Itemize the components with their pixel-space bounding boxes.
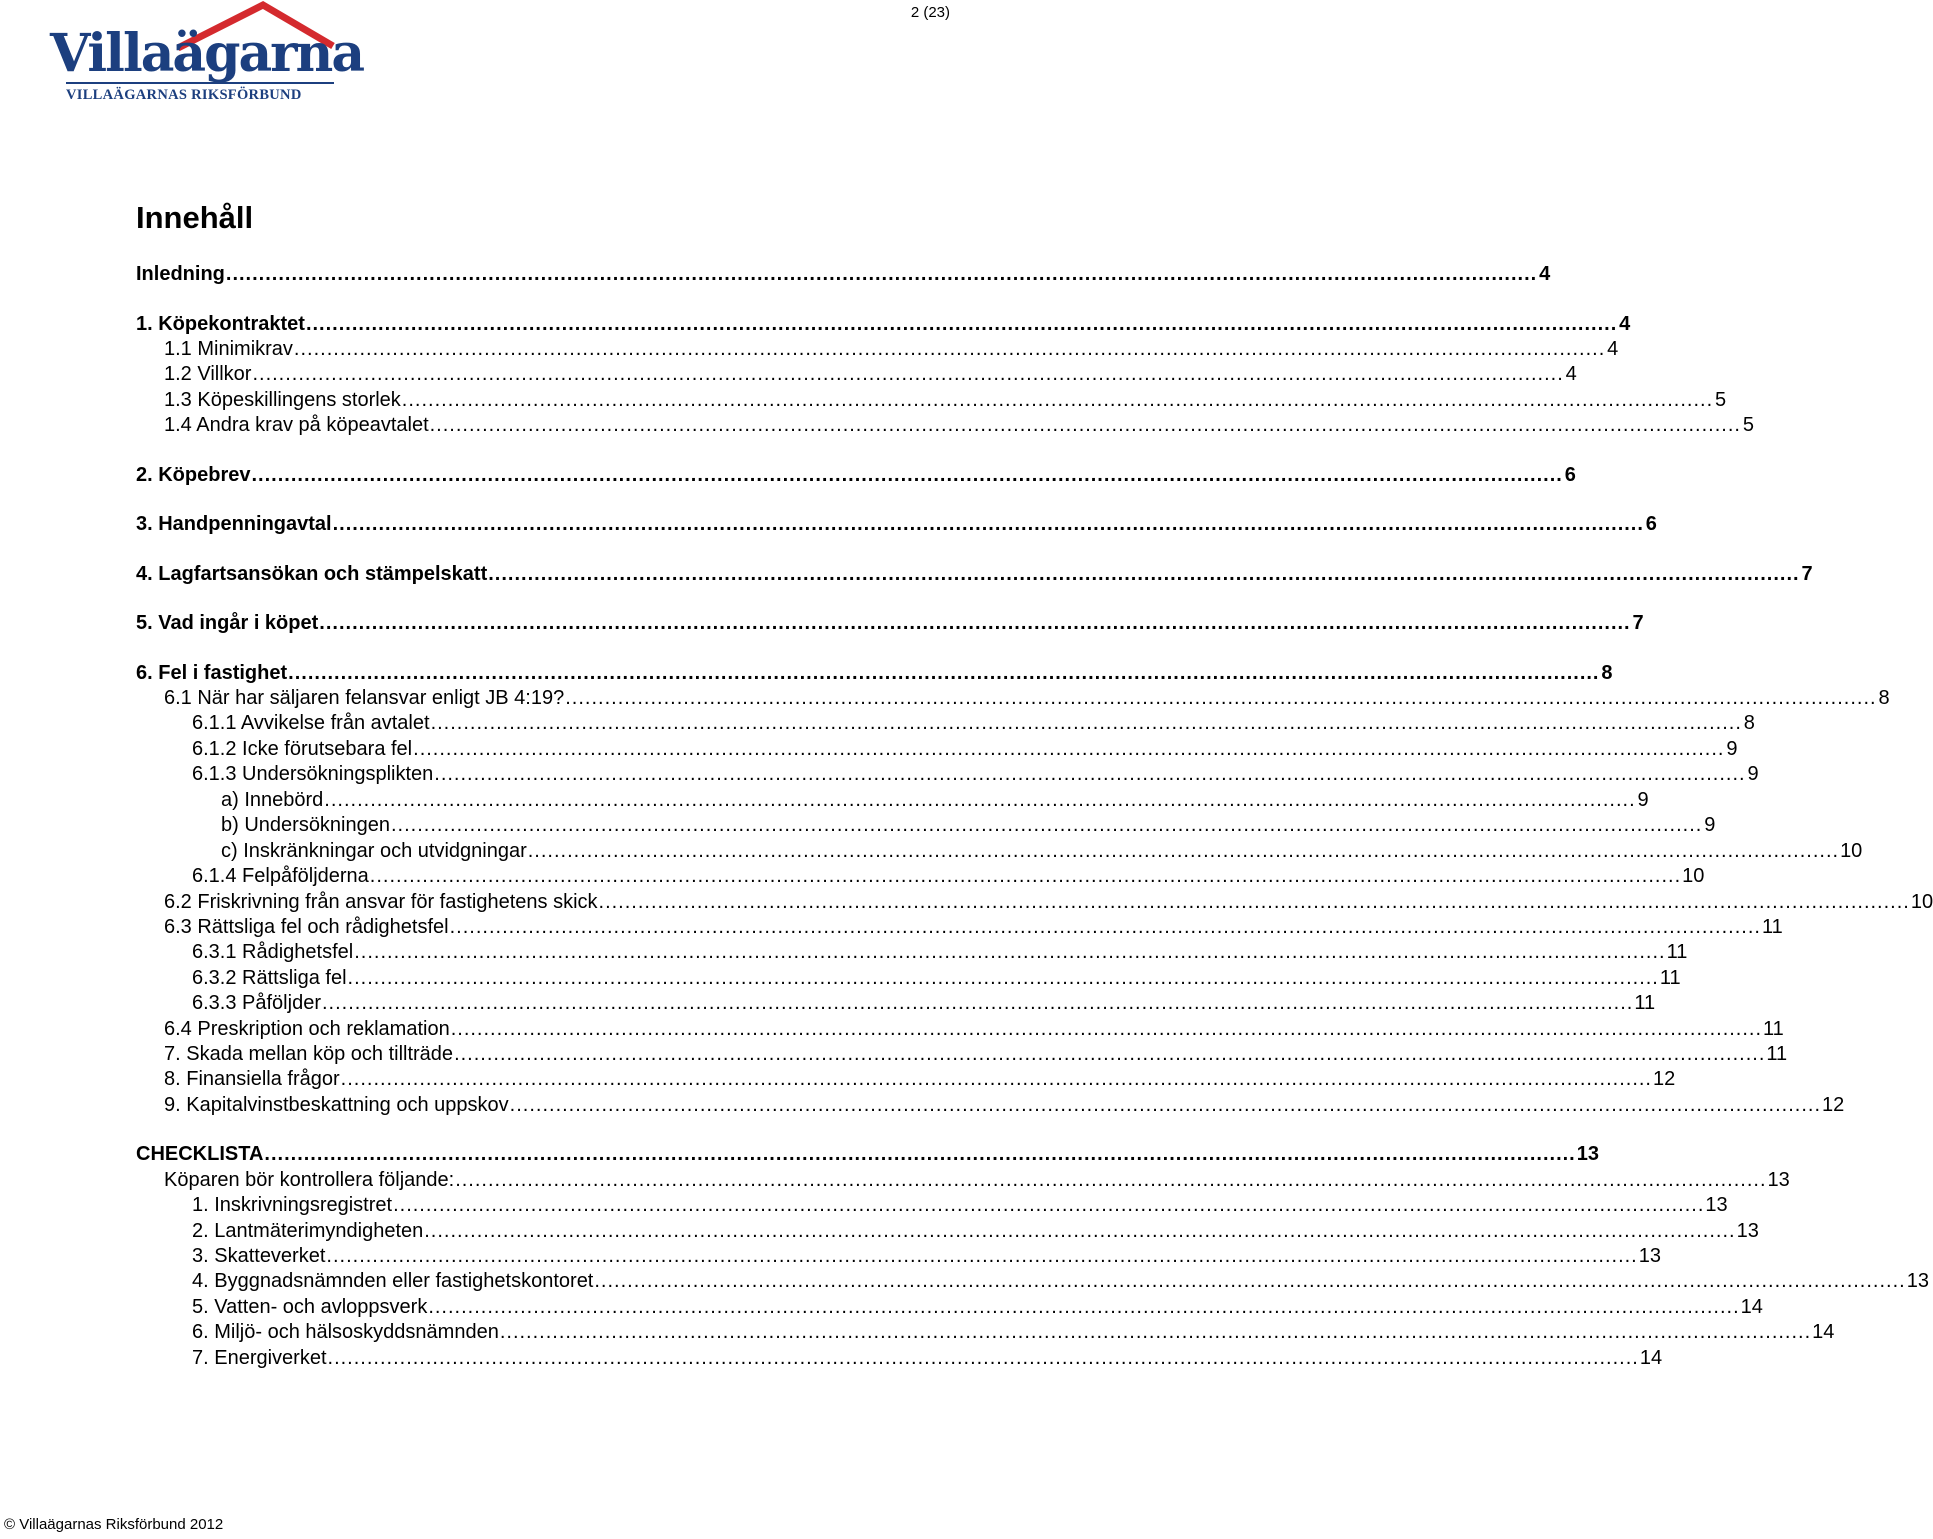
toc-entry-label: 3. Skatteverket bbox=[192, 1245, 326, 1267]
toc-entry-page: 7 bbox=[1801, 563, 1813, 585]
toc-entry-label: c) Inskränkningar och utvidgningar bbox=[221, 840, 527, 862]
toc-entry[interactable] bbox=[192, 710, 1755, 736]
toc-entry-label: 2. Köpebrev bbox=[136, 464, 251, 486]
toc-entry[interactable] bbox=[164, 685, 1890, 711]
toc-entry-label: 6.1.2 Icke förutsebara fel bbox=[192, 738, 413, 760]
toc-entry-page: 8 bbox=[1743, 712, 1755, 734]
toc-entry-page: 13 bbox=[1906, 1270, 1929, 1292]
toc-entry[interactable] bbox=[164, 914, 1783, 940]
toc-entry[interactable] bbox=[221, 838, 1863, 864]
page-number: 2 (23) bbox=[910, 4, 950, 21]
toc-leader-dots: ........................................................................................................................................................................................................ bbox=[327, 1347, 1639, 1369]
toc-entry-page: 6 bbox=[1645, 513, 1657, 535]
toc-leader-dots: ........................................................................................................................................................................................................ bbox=[594, 1270, 1906, 1292]
toc-entry[interactable] bbox=[136, 462, 1576, 488]
toc-entry-page: 8 bbox=[1601, 662, 1613, 684]
toc-entry-label: 7. Skada mellan köp och tillträde bbox=[164, 1043, 454, 1065]
toc-entry-label: 1. Inskrivningsregistret bbox=[192, 1194, 393, 1216]
toc-leader-dots: ........................................................................................................................................................................................................ bbox=[434, 763, 1746, 785]
toc-entry-page: 10 bbox=[1840, 840, 1863, 862]
toc-entry-page: 10 bbox=[1910, 891, 1933, 913]
toc-entry-label: 4. Lagfartsansökan och stämpelskatt bbox=[136, 563, 488, 585]
toc-entry-label: 6.2 Friskrivning från ansvar för fastighetens skick bbox=[164, 891, 598, 913]
toc-leader-dots: ........................................................................................................................................................................................................ bbox=[369, 865, 1682, 887]
toc-entry-page: 12 bbox=[1652, 1068, 1676, 1090]
toc-leader-dots: ........................................................................................................................................................................................................ bbox=[225, 263, 1538, 285]
toc-entry-page: 11 bbox=[1766, 1043, 1788, 1065]
toc-entry[interactable] bbox=[164, 889, 1933, 915]
toc-entry[interactable] bbox=[192, 1319, 1835, 1345]
toc-entry-label: 6. Fel i fastighet bbox=[136, 662, 288, 684]
toc-entry[interactable] bbox=[136, 610, 1644, 636]
toc-entry-page: 11 bbox=[1763, 1018, 1784, 1040]
toc-entry[interactable] bbox=[164, 336, 1619, 362]
toc-entry-label: 1.3 Köpeskillingens storlek bbox=[164, 389, 401, 411]
toc-entry-label: Inledning bbox=[136, 263, 225, 285]
toc-leader-dots: ........................................................................................................................................................................................................ bbox=[499, 1321, 1812, 1343]
toc-entry[interactable] bbox=[164, 1066, 1676, 1092]
toc-entry-page: 4 bbox=[1565, 363, 1577, 385]
toc-leader-dots: ........................................................................................................................................................................................................ bbox=[293, 338, 1606, 360]
toc-entry-label: 9. Kapitalvinstbeskattning och uppskov bbox=[164, 1094, 509, 1116]
toc-entry-label: 2. Lantmäterimyndigheten bbox=[192, 1220, 424, 1242]
toc-leader-dots: ........................................................................................................................................................................................................ bbox=[430, 712, 1742, 734]
toc-entry-label: 6.1.3 Undersökningsplikten bbox=[192, 763, 434, 785]
toc-entry[interactable] bbox=[136, 311, 1631, 337]
toc-entry[interactable] bbox=[164, 1016, 1784, 1042]
toc-entry-page: 10 bbox=[1682, 865, 1705, 887]
toc-entry-page: 6 bbox=[1564, 464, 1576, 486]
toc-entry[interactable] bbox=[192, 1218, 1759, 1244]
toc-entry[interactable] bbox=[221, 787, 1649, 813]
toc-entry-page: 11 bbox=[1666, 941, 1688, 963]
toc-leader-dots: ........................................................................................................................................................................................................ bbox=[450, 1018, 1763, 1040]
toc-entry-label: 6.1.1 Avvikelse från avtalet bbox=[192, 712, 430, 734]
toc-leader-dots: ........................................................................................................................................................................................................ bbox=[332, 513, 1644, 535]
toc-entry-label: 4. Byggnadsnämnden eller fastighetskontoret bbox=[192, 1270, 594, 1292]
logo-subtitle: VILLAÄGARNAS RIKSFÖRBUND bbox=[66, 87, 302, 103]
toc-leader-dots: ........................................................................................................................................................................................................ bbox=[455, 1169, 1767, 1191]
toc-entry[interactable] bbox=[164, 1167, 1790, 1193]
toc-entry-label: 6.3.1 Rådighetsfel bbox=[192, 941, 354, 963]
toc-leader-dots: ........................................................................................................................................................................................................ bbox=[391, 814, 1703, 836]
toc-entry[interactable] bbox=[192, 965, 1681, 991]
toc-leader-dots: ........................................................................................................................................................................................................ bbox=[424, 1220, 1736, 1242]
toc-entry-page: 9 bbox=[1747, 763, 1759, 785]
toc-entry-page: 14 bbox=[1639, 1347, 1663, 1369]
toc-entry-label: 7. Energiverket bbox=[192, 1347, 327, 1369]
footer-copyright: © Villaägarnas Riksförbund 2012 bbox=[4, 1516, 224, 1533]
toc-leader-dots: ........................................................................................................................................................................................................ bbox=[252, 363, 1564, 385]
toc-entry-label: 6.1.4 Felpåföljderna bbox=[192, 865, 369, 887]
toc-leader-dots: ........................................................................................................................................................................................................ bbox=[454, 1043, 1766, 1065]
toc-entry-label: b) Undersökningen bbox=[221, 814, 390, 836]
toc-entry[interactable] bbox=[164, 412, 1754, 438]
toc-entry-label: 6.3.2 Rättsliga fel bbox=[192, 967, 347, 989]
toc-entry-page: 9 bbox=[1704, 814, 1716, 836]
toc-leader-dots: ........................................................................................................................................................................................................ bbox=[319, 612, 1631, 634]
toc-entry-label: 6. Miljö- och hälsoskyddsnämnden bbox=[192, 1321, 499, 1343]
toc-leader-dots: ........................................................................................................................................................................................................ bbox=[288, 662, 1600, 684]
toc-entry-page: 13 bbox=[1638, 1245, 1661, 1267]
toc-entry[interactable] bbox=[136, 561, 1813, 587]
toc-entry-page: 9 bbox=[1726, 738, 1738, 760]
toc-entry-page: 14 bbox=[1812, 1321, 1835, 1343]
toc-entry[interactable] bbox=[136, 1141, 1599, 1167]
toc-entry[interactable] bbox=[192, 990, 1656, 1016]
toc-leader-dots: ........................................................................................................................................................................................................ bbox=[413, 738, 1725, 760]
toc-entry-page: 13 bbox=[1767, 1169, 1790, 1191]
toc-entry[interactable] bbox=[192, 761, 1759, 787]
toc-leader-dots: ........................................................................................................................................................................................................ bbox=[401, 389, 1714, 411]
toc-leader-dots: ........................................................................................................................................................................................................ bbox=[251, 464, 1563, 486]
toc-leader-dots: ........................................................................................................................................................................................................ bbox=[598, 891, 1910, 913]
toc-leader-dots: ........................................................................................................................................................................................................ bbox=[264, 1143, 1576, 1165]
toc-leader-dots: ........................................................................................................................................................................................................ bbox=[347, 967, 1659, 989]
villaagarna-logo bbox=[50, 0, 364, 110]
toc-leader-dots: ........................................................................................................................................................................................................ bbox=[565, 687, 1877, 709]
toc-title: Innehåll bbox=[136, 200, 254, 235]
toc-entry[interactable] bbox=[164, 1092, 1845, 1118]
toc-leader-dots: ........................................................................................................................................................................................................ bbox=[324, 789, 1636, 811]
toc-entry-label: 1.4 Andra krav på köpeavtalet bbox=[164, 414, 429, 436]
toc-entry[interactable] bbox=[192, 863, 1705, 889]
toc-entry-page: 8 bbox=[1878, 687, 1890, 709]
toc-entry[interactable] bbox=[192, 1345, 1663, 1371]
toc-entry[interactable] bbox=[192, 1268, 1929, 1294]
toc-leader-dots: ........................................................................................................................................................................................................ bbox=[321, 992, 1634, 1014]
toc-leader-dots: ........................................................................................................................................................................................................ bbox=[305, 313, 1618, 335]
toc-entry-label: a) Innebörd bbox=[221, 789, 324, 811]
toc-entry-label: 1. Köpekontraktet bbox=[136, 313, 305, 335]
toc-entry-page: 14 bbox=[1740, 1296, 1763, 1318]
toc-entry-page: 4 bbox=[1539, 263, 1551, 285]
toc-leader-dots: ........................................................................................................................................................................................................ bbox=[527, 840, 1840, 862]
toc-entry[interactable] bbox=[136, 511, 1657, 537]
toc-entry-page: 9 bbox=[1637, 789, 1649, 811]
toc-entry[interactable] bbox=[164, 361, 1577, 387]
toc-leader-dots: ........................................................................................................................................................................................................ bbox=[340, 1068, 1652, 1090]
toc-entry-page: 5 bbox=[1715, 389, 1727, 411]
toc-leader-dots: ........................................................................................................................................................................................................ bbox=[509, 1094, 1821, 1116]
toc-entry-label: CHECKLISTA bbox=[136, 1143, 264, 1165]
toc-entry-label: 6.4 Preskription och reklamation bbox=[164, 1018, 450, 1040]
toc-leader-dots: ........................................................................................................................................................................................................ bbox=[488, 563, 1800, 585]
toc-leader-dots: ........................................................................................................................................................................................................ bbox=[393, 1194, 1705, 1216]
toc-entry[interactable] bbox=[221, 812, 1716, 838]
toc-entry[interactable] bbox=[192, 736, 1738, 762]
toc-leader-dots: ........................................................................................................................................................................................................ bbox=[449, 916, 1761, 938]
toc-leader-dots: ........................................................................................................................................................................................................ bbox=[429, 414, 1741, 436]
toc-entry[interactable] bbox=[192, 939, 1688, 965]
toc-entry-page: 13 bbox=[1736, 1220, 1759, 1242]
toc-entry[interactable] bbox=[136, 660, 1613, 686]
toc-entry[interactable] bbox=[164, 387, 1727, 413]
toc-entry-label: 1.2 Villkor bbox=[164, 363, 252, 385]
toc-entry-label: 1.1 Minimikrav bbox=[164, 338, 293, 360]
toc-entry-page: 12 bbox=[1822, 1094, 1845, 1116]
toc-entry-page: 11 bbox=[1761, 916, 1783, 938]
toc-entry[interactable] bbox=[136, 261, 1551, 287]
logo-wordmark: Villaägarna bbox=[50, 23, 364, 84]
toc-entry-page: 13 bbox=[1576, 1143, 1599, 1165]
toc-entry-page: 13 bbox=[1705, 1194, 1728, 1216]
toc-entry-page: 4 bbox=[1607, 338, 1619, 360]
toc-entry-label: 6.3.3 Påföljder bbox=[192, 992, 321, 1014]
toc-entry-label: 5. Vad ingår i köpet bbox=[136, 612, 319, 634]
toc-entry-page: 11 bbox=[1659, 967, 1681, 989]
toc-entry-label: Köparen bör kontrollera följande: bbox=[164, 1169, 455, 1191]
toc-entry-label: 6.1 När har säljaren felansvar enligt JB 4:19? bbox=[164, 687, 565, 709]
toc-entry[interactable] bbox=[164, 1041, 1788, 1067]
toc-leader-dots: ........................................................................................................................................................................................................ bbox=[354, 941, 1666, 963]
toc-entry-page: 4 bbox=[1619, 313, 1631, 335]
toc-leader-dots: ........................................................................................................................................................................................................ bbox=[428, 1296, 1740, 1318]
toc-entry[interactable] bbox=[192, 1243, 1661, 1269]
toc-entry[interactable] bbox=[192, 1294, 1763, 1320]
toc-entry-page: 11 bbox=[1634, 992, 1656, 1014]
toc-entry-page: 7 bbox=[1632, 612, 1644, 634]
toc-entry-label: 6.3 Rättsliga fel och rådighetsfel bbox=[164, 916, 449, 938]
toc-entry-label: 3. Handpenningavtal bbox=[136, 513, 332, 535]
toc-entry-label: 8. Finansiella frågor bbox=[164, 1068, 340, 1090]
toc-entry-label: 5. Vatten- och avloppsverk bbox=[192, 1296, 428, 1318]
toc-leader-dots: ........................................................................................................................................................................................................ bbox=[326, 1245, 1638, 1267]
toc-entry[interactable] bbox=[192, 1192, 1728, 1218]
toc-entry-page: 5 bbox=[1742, 414, 1754, 436]
